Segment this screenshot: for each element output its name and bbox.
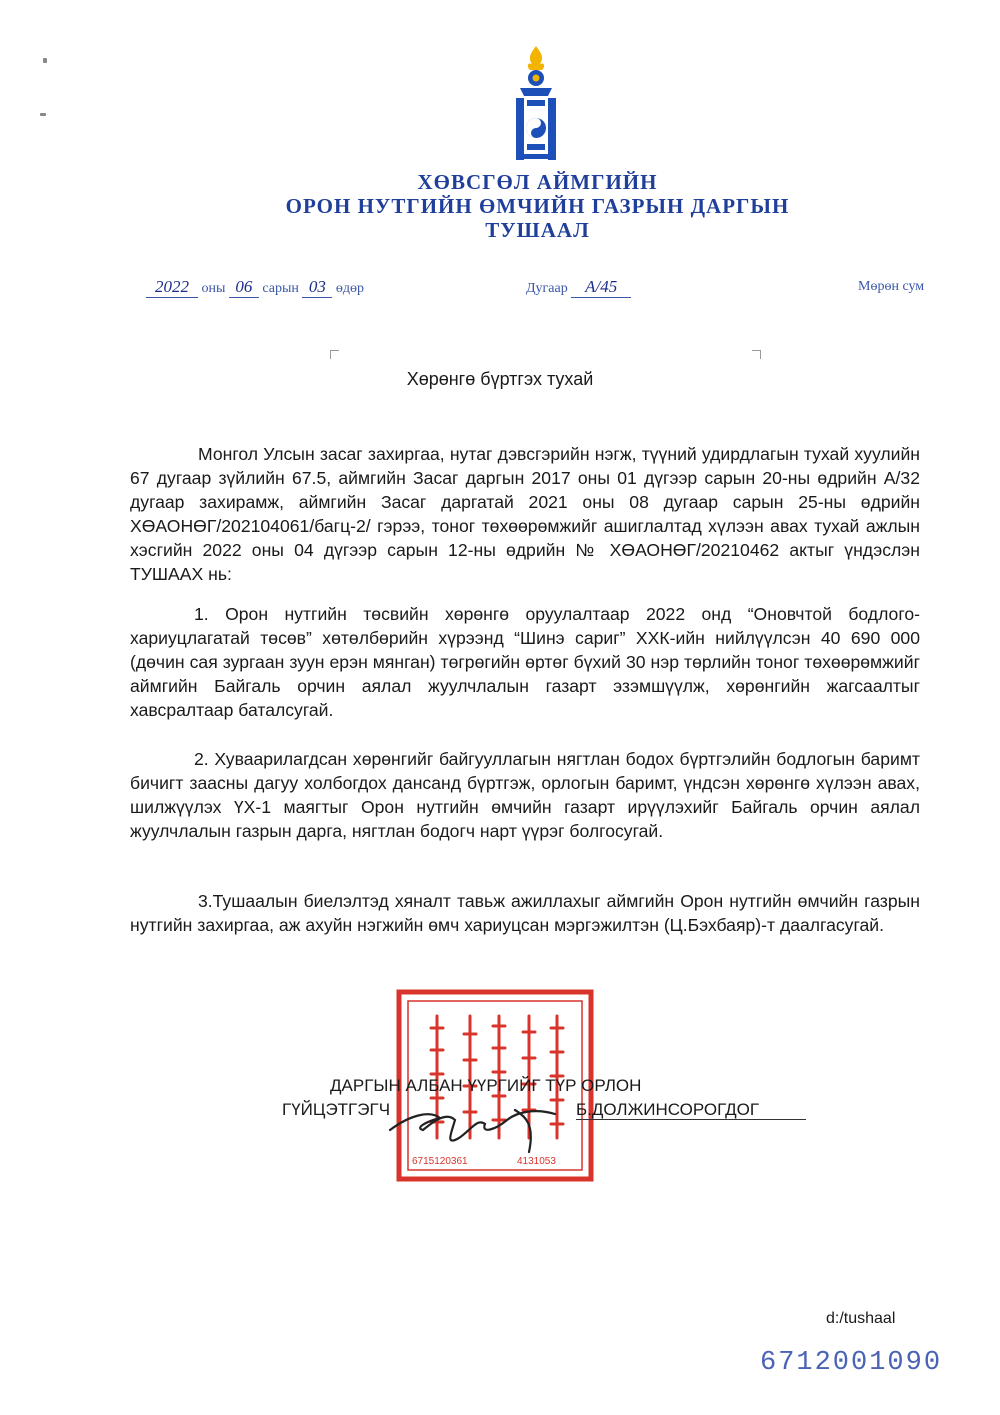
signatory-role-line2: ГҮЙЦЭТГЭГЧ [282, 1100, 391, 1119]
number-label: Дугаар [526, 281, 568, 296]
signatory-role-line1: ДАРГЫН АЛБАН ҮҮРГИЙГ ТҮР ОРЛОН [330, 1076, 642, 1095]
month-label: сарын [262, 281, 299, 296]
scan-mark [40, 113, 46, 116]
number-line [526, 277, 631, 298]
date-line [146, 277, 364, 298]
corner-mark [330, 350, 339, 359]
order-item-1: 1. Орон нутгийн төсвийн хөрөнгө оруулалтаар 2022 онд “Оновчтой бодлого-хариуцлагатай төсөв” хөтөлбөрийн хүрээнд “Шинэ сариг” ХХК-ийн нийлүүлсэн 40 690 000 (дөчин сая зургаан зуун ерэн мянган) төгрөгийн өртөг бүхий 30 нэр төрлийн тоног төхөөрөмжийг аймгийн Байгаль орчин аялал жуулчлалын газарт эзэмшүүлж, хөрөнгийн жагсаалтыг хавсралтаар баталсугай. [130, 604, 920, 720]
serial-number: 6712001090 [760, 1348, 943, 1378]
date-day: 03 [302, 277, 332, 298]
file-path: d:/tushaal [826, 1310, 896, 1327]
org-name-line2: ОРОН НУТГИЙН ӨМЧИЙН ГАЗРЫН ДАРГЫН [285, 194, 790, 218]
corner-mark [752, 350, 761, 359]
document-title: Хөрөнгө бүртгэх тухай [406, 369, 594, 389]
order-item-2: 2. Хуваарилагдсан хөрөнгийг байгууллагын нягтлан бодох бүртгэлийн бодлогын баримт бичигт заасны дагуу холбогдох дансанд бүртгэж, орлогын баримт, үндсэн хөрөнгө хүлээн авах, шилжүүлэх ҮХ-1 маягтыг Орон нутгийн өмчийн газарт ирүүлэхийг Байгаль орчин аялал жуулчлалын газрын дарга, нягтлан бодогч нарт үүрэг болгосугай. [130, 749, 920, 841]
signature-line [576, 1119, 806, 1120]
signatory-name: Б.ДОЛЖИНСОРОГДОГ [576, 1100, 760, 1119]
date-month: 06 [229, 277, 259, 298]
org-name-line1: ХӨВСГӨЛ АЙМГИЙН [417, 170, 658, 194]
stamp-right-number: 4131053 [517, 1156, 556, 1167]
place-name: Мөрөн сум [858, 279, 925, 294]
soyombo-emblem-icon [504, 44, 568, 164]
document-type: ТУШААЛ [485, 218, 590, 242]
scan-mark [43, 58, 47, 63]
stamp-left-number: 6715120361 [412, 1156, 468, 1167]
year-label: оны [201, 281, 226, 296]
date-year: 2022 [146, 277, 198, 298]
day-label: өдөр [335, 281, 365, 296]
order-item-3: 3.Тушаалын биелэлтэд хяналт тавьж ажиллахыг аймгийн Орон нутгийн өмчийн газрын нутгийн захиргаа, аж ахуйн нэгжийн өмч хариуцсан мэргэжилтэн (Ц.Бэхбаяр)-т даалгасугай. [130, 891, 920, 935]
handwritten-signature [385, 1090, 575, 1160]
intro-paragraph: Монгол Улсын засаг захиргаа, нутаг дэвсгэрийн нэгж, түүний удирдлагын тухай хуулийн 67 дугаар зүйлийн 67.5, аймгийн Засаг даргын 2017 оны 01 дүгээр сарын 20-ны өдрийн А/32 дугаар захирамж, аймгийн Засаг даргатай 2021 оны 08 дугаар сарын 25-ны өдрийн ХӨАОНӨГ/202104061/багц-2/ гэрээ, тоног төхөөрөмжийг ашиглалтад хүлээн авах тухай ажлын хэсгийн 2022 оны 04 дүгээр сарын 12-ны өдрийн № ХӨАОНӨГ/20210462 актыг үндэслэн ТУШААХ нь: [130, 444, 920, 584]
document-number: A/45 [571, 277, 631, 298]
